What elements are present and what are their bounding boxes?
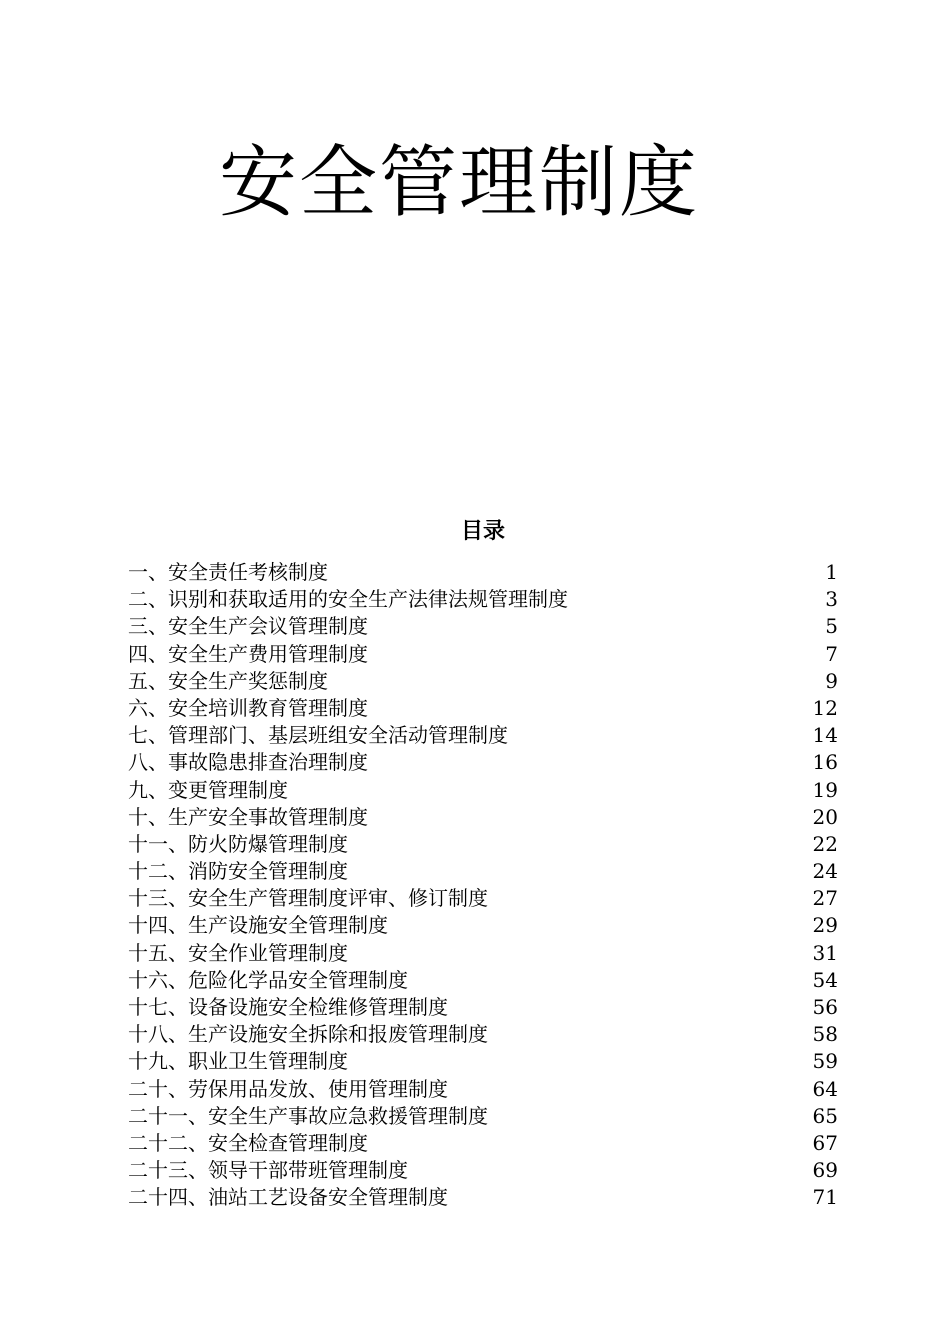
toc-entry-page: 7	[825, 641, 838, 666]
toc-entry-page: 67	[812, 1130, 838, 1155]
toc-entry-page: 64	[812, 1076, 838, 1101]
toc-entry-label: 六、安全培训教育管理制度	[128, 695, 368, 720]
toc-entry-label: 九、变更管理制度	[128, 777, 288, 802]
toc-entry-page: 9	[825, 668, 838, 693]
toc-entry[interactable]	[128, 586, 838, 613]
toc-entry-label: 四、安全生产费用管理制度	[128, 641, 368, 666]
toc-entry-label: 十四、生产设施安全管理制度	[128, 913, 388, 938]
toc-heading: 目录	[460, 518, 505, 544]
document-title: 安全管理制度	[218, 138, 699, 228]
toc-entry-page: 56	[812, 995, 838, 1019]
toc-entry-label: 十六、危险化学品安全管理制度	[128, 967, 408, 992]
toc-entry-page: 31	[812, 940, 838, 965]
toc-entry-label: 十、生产安全事故管理制度	[128, 804, 368, 829]
toc-entry-page: 65	[812, 1103, 838, 1128]
toc-entry-label: 七、管理部门、基层班组安全活动管理制度	[128, 723, 508, 748]
toc-entry-label: 一、安全责任考核制度	[128, 560, 328, 584]
toc-entry[interactable]	[128, 1184, 838, 1211]
toc-entry-page: 1	[825, 560, 838, 584]
toc-entry[interactable]	[128, 967, 838, 994]
toc-entry-page: 19	[812, 777, 838, 802]
toc-entry[interactable]	[128, 940, 838, 967]
toc-entry[interactable]	[128, 858, 838, 885]
toc-entry-page: 22	[812, 831, 838, 856]
toc-entry[interactable]	[128, 749, 838, 776]
toc-entry[interactable]	[128, 613, 838, 640]
toc-entry-label: 十七、设备设施安全检维修管理制度	[128, 995, 448, 1019]
toc-entry[interactable]	[128, 1103, 838, 1130]
toc-entry-label: 二十三、领导干部带班管理制度	[128, 1158, 408, 1183]
toc-entry[interactable]	[128, 777, 838, 804]
toc-entry[interactable]	[128, 695, 838, 722]
toc-entry-label: 十三、安全生产管理制度评审、修订制度	[128, 886, 488, 911]
toc-entry[interactable]	[128, 912, 838, 939]
toc-entry[interactable]	[128, 559, 838, 586]
toc-entry-label: 八、事故隐患排查治理制度	[128, 750, 368, 775]
toc-entry[interactable]	[128, 1157, 838, 1184]
toc-entry-label: 二十、劳保用品发放、使用管理制度	[128, 1076, 448, 1101]
toc-entry-label: 十八、生产设施安全拆除和报废管理制度	[128, 1022, 488, 1047]
toc-entry[interactable]	[128, 994, 838, 1021]
toc-entry-page: 5	[825, 614, 838, 639]
toc-entry-page: 3	[825, 587, 838, 612]
toc-entry-page: 16	[812, 750, 838, 775]
toc-entry-page: 14	[812, 723, 838, 748]
toc-entry[interactable]	[128, 885, 838, 912]
toc-entry[interactable]	[128, 831, 838, 858]
toc-entry-page: 27	[812, 886, 838, 911]
toc-entry[interactable]	[128, 722, 838, 749]
toc-entry-page: 29	[812, 913, 838, 938]
toc-entry-label: 五、安全生产奖惩制度	[128, 668, 328, 693]
toc-entry-page: 20	[812, 804, 838, 829]
toc-entry-label: 三、安全生产会议管理制度	[128, 614, 368, 639]
toc-entry-label: 二十四、油站工艺设备安全管理制度	[128, 1185, 448, 1210]
toc-entry[interactable]	[128, 1021, 838, 1048]
toc-entry[interactable]	[128, 668, 838, 695]
toc-entry[interactable]	[128, 804, 838, 831]
toc-entry[interactable]	[128, 1048, 838, 1075]
toc-entry-page: 58	[812, 1022, 838, 1047]
toc-entry-page: 59	[812, 1049, 838, 1074]
toc-entry-label: 十九、职业卫生管理制度	[128, 1049, 348, 1074]
toc-entry-label: 十五、安全作业管理制度	[128, 940, 348, 965]
toc-entry-page: 69	[812, 1158, 838, 1183]
toc-entry[interactable]	[128, 1076, 838, 1103]
toc-entry[interactable]	[128, 641, 838, 668]
toc-entry-label: 十一、防火防爆管理制度	[128, 831, 348, 856]
toc-entry-label: 二、识别和获取适用的安全生产法律法规管理制度	[128, 587, 568, 612]
toc-entry-page: 12	[812, 695, 838, 720]
toc-entry-page: 54	[812, 967, 838, 992]
toc-entry-page: 71	[812, 1185, 838, 1210]
toc-entry-label: 二十一、安全生产事故应急救援管理制度	[128, 1103, 488, 1128]
toc-entry-page: 24	[812, 859, 838, 884]
table-of-contents	[128, 559, 838, 1212]
toc-entry-label: 二十二、安全检查管理制度	[128, 1130, 368, 1155]
toc-entry[interactable]	[128, 1130, 838, 1157]
toc-entry-label: 十二、消防安全管理制度	[128, 859, 348, 884]
